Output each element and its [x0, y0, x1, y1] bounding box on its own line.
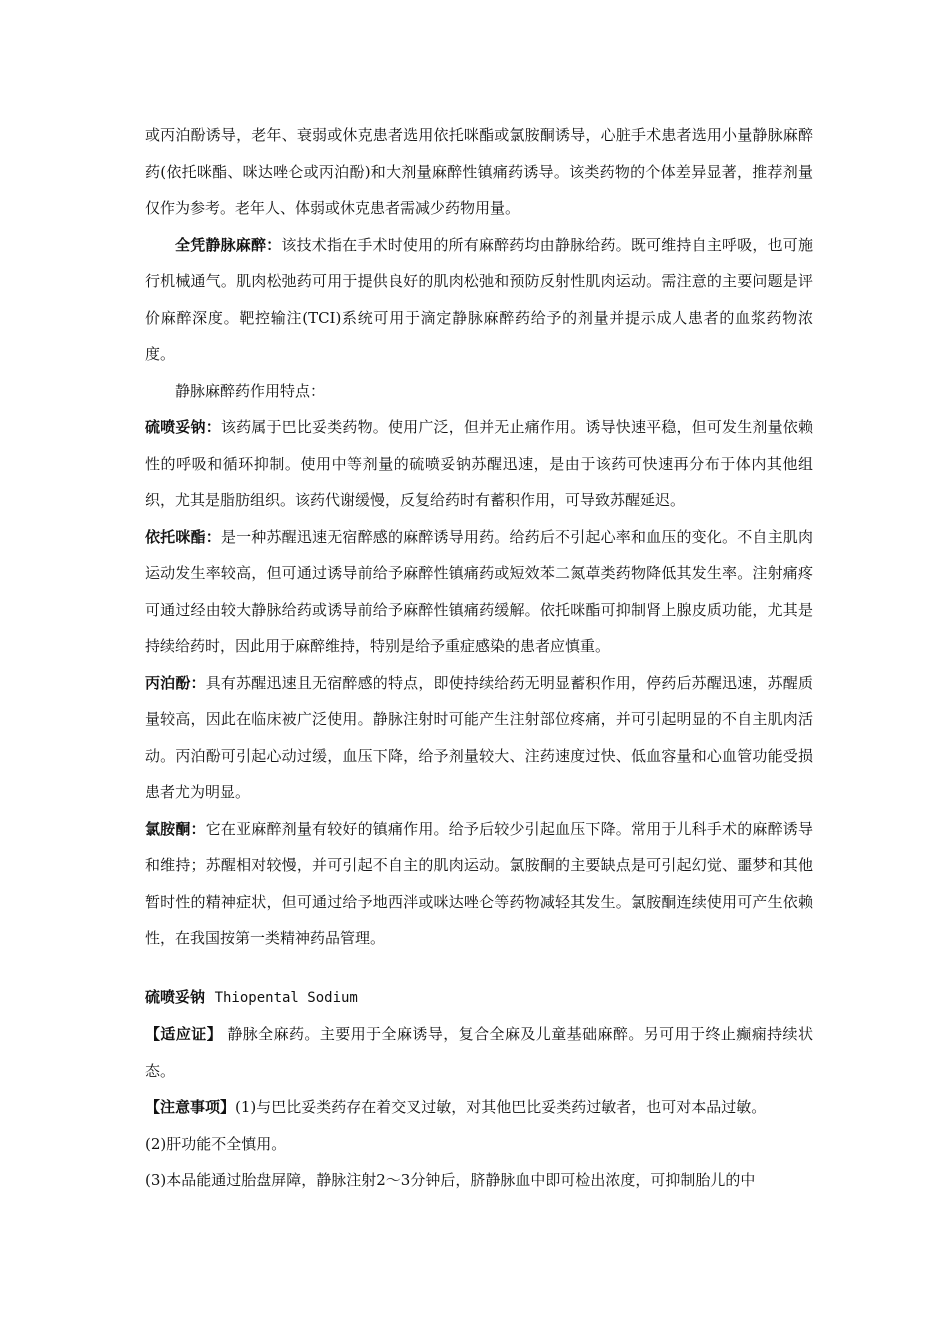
cautions-label: 【注意事项】 [145, 1098, 236, 1116]
drug-text: 具有苏醒迅速且无宿醉感的特点，即使持续给药无明显蓄积作用，停药后苏醒迅速，苏醒质量较高，因此在临床被广泛使用。静脉注射时可能产生注射部位疼痛，并可引起明显的不自主肌肉活动。丙泊酚可引起心动过缓，血压下降，给予剂量较大、注药速度过快、低血容量和心血管功能受损患者尤为明显。 [145, 673, 813, 801]
section-title-cn: 硫喷妥钠 [145, 987, 206, 1006]
caution-item: (3)本品能通过胎盘屏障，静脉注射2～3分钟后，脐静脉血中即可检出浓度，可抑制胎儿的中 [145, 1171, 756, 1189]
cautions-paragraph [145, 1089, 813, 1126]
paragraph-tiva [145, 227, 813, 373]
indications-text: 静脉全麻药。主要用于全麻诱导，复合全麻及儿童基础麻醉。另可用于终止癫痫持续状态。 [145, 1025, 813, 1080]
drug-paragraph-propofol [145, 665, 813, 811]
drug-text: 它在亚麻醉剂量有较好的镇痛作用。给予后较少引起血压下降。常用于儿科手术的麻醉诱导和维持；苏醒相对较慢，并可引起不自主的肌肉运动。氯胺酮的主要缺点是可引起幻觉、噩梦和其他暂时性的精神症状，但可通过给予地西泮或咪达唑仑等药物减轻其发生。氯胺酮连续使用可产生依赖性，在我国按第一类精神药品管理。 [145, 819, 813, 947]
indications-label: 【适应证】 [145, 1025, 223, 1043]
drug-text: 该药属于巴比妥类药物。使用广泛，但并无止痛作用。诱导快速平稳，但可发生剂量依赖性的呼吸和循环抑制。使用中等剂量的硫喷妥钠苏醒迅速，是由于该药可快速再分布于体内其他组织，尤其是脂肪组织。该药代谢缓慢，反复给药时有蓄积作用，可导致苏醒延迟。 [145, 418, 813, 509]
section-title-en: Thiopental Sodium [214, 989, 358, 1006]
caution-item: (2)肝功能不全慎用。 [145, 1134, 287, 1153]
drug-paragraph-ketamine [145, 811, 813, 957]
drug-paragraph-thiopental [145, 409, 813, 519]
indications-paragraph [145, 1016, 813, 1089]
caution-item: (1)与巴比妥类药存在着交叉过敏，对其他巴比妥类药过敏者，也可对本品过敏。 [235, 1098, 767, 1116]
paragraph-features-heading: 静脉麻醉药作用特点： [175, 381, 326, 400]
section-title [145, 979, 813, 1017]
drug-label: 氯胺酮： [145, 819, 206, 838]
drug-paragraph-etomidate [145, 519, 813, 665]
section-gap [145, 957, 813, 979]
drug-label: 硫喷妥钠： [145, 418, 221, 436]
tiva-label: 全凭静脉麻醉： [175, 235, 282, 254]
drug-text: 是一种苏醒迅速无宿醉感的麻醉诱导用药。给药后不引起心率和血压的变化。不自主肌肉运动发生率较高，但可通过诱导前给予麻醉性镇痛药或短效苯二氮䓬类药物降低其发生率。注射痛疼可通过经由较大静脉给药或诱导前给予麻醉性镇痛药缓解。依托咪酯可抑制肾上腺皮质功能，尤其是持续给药时，因此用于麻醉维持，特别是给予重症感染的患者应慎重。 [145, 527, 813, 655]
paragraph-induction: 或丙泊酚诱导，老年、衰弱或休克患者选用依托咪酯或氯胺酮诱导，心脏手术患者选用小量静脉麻醉药(依托咪酯、咪达唑仑或丙泊酚)和大剂量麻醉性镇痛药诱导。该类药物的个体差异显著，推荐剂量仅作为参考。老年人、体弱或休克患者需减少药物用量。 [145, 126, 813, 217]
body-text [145, 117, 813, 1199]
tiva-text: 该技术指在手术时使用的所有麻醉药均由静脉给药。既可维持自主呼吸，也可施行机械通气。肌肉松弛药可用于提供良好的肌肉松弛和预防反射性肌肉运动。需注意的主要问题是评价麻醉深度。靶控输注(TCI)系统可用于滴定静脉麻醉药给予的剂量并提示成人患者的血浆药物浓度。 [145, 235, 813, 363]
drug-label: 丙泊酚： [145, 673, 206, 692]
drug-label: 依托咪酯： [145, 527, 221, 546]
